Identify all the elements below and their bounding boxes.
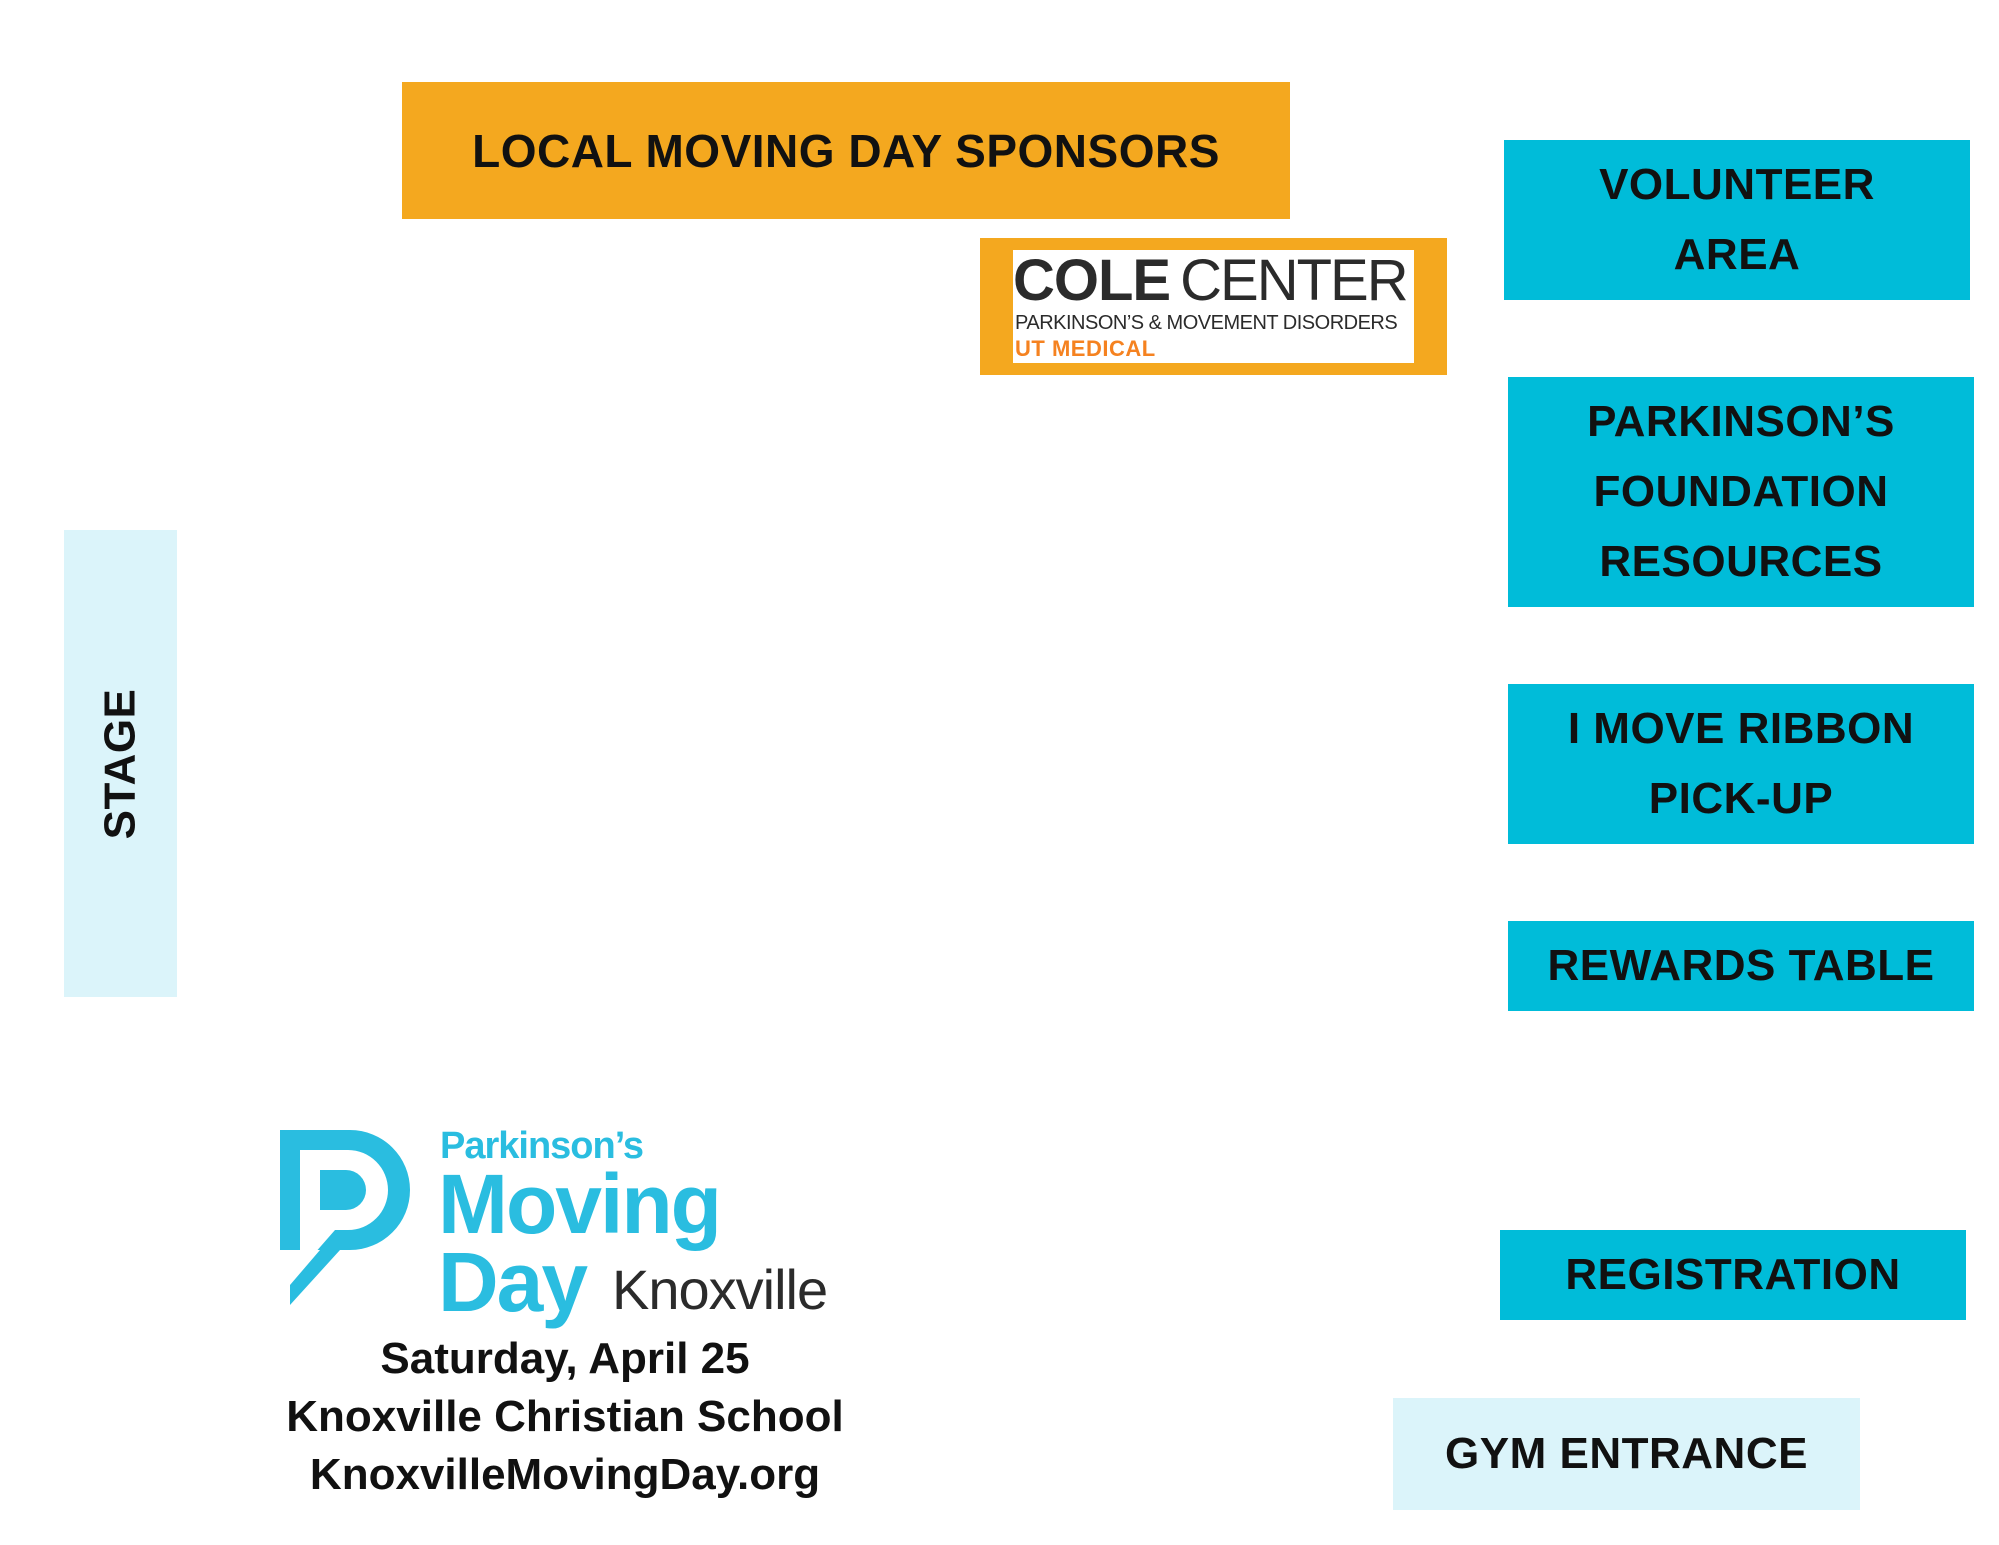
foundation-resources-station bbox=[1508, 377, 1974, 607]
foundation-label-line-3: RESOURCES bbox=[1599, 537, 1883, 586]
center-word: CENTER bbox=[1180, 248, 1407, 313]
cole-center-logo bbox=[1013, 250, 1414, 363]
cole-word: COLE bbox=[1013, 248, 1171, 313]
foundation-label-line-1: PARKINSON’S bbox=[1587, 397, 1895, 446]
event-date: Saturday, April 25 bbox=[380, 1334, 750, 1383]
event-details bbox=[200, 1330, 930, 1504]
logo-parkinsons-text: Parkinson’s bbox=[440, 1125, 644, 1167]
moving-day-logo bbox=[280, 1125, 860, 1329]
sponsors-header bbox=[402, 82, 1290, 219]
ribbon-label-line-1: I MOVE RIBBON bbox=[1567, 704, 1915, 753]
logo-day-text: Day bbox=[438, 1235, 587, 1329]
event-venue: Knoxville Christian School bbox=[286, 1392, 844, 1441]
logo-moving-text: Moving bbox=[438, 1157, 720, 1251]
foundation-label-line-2: FOUNDATION bbox=[1593, 467, 1889, 516]
cole-center-sponsor-tile bbox=[980, 238, 1447, 375]
volunteer-area-station bbox=[1504, 140, 1970, 300]
volunteer-label-line-2: AREA bbox=[1673, 230, 1801, 279]
event-website: KnoxvilleMovingDay.org bbox=[309, 1450, 821, 1499]
gym-entrance-label: GYM ENTRANCE bbox=[1445, 1429, 1808, 1478]
rewards-label: REWARDS TABLE bbox=[1547, 941, 1935, 990]
sponsors-header-label: LOCAL MOVING DAY SPONSORS bbox=[472, 124, 1220, 177]
cole-center-tagline: PARKINSON’S & MOVEMENT DISORDERS bbox=[1015, 312, 1398, 334]
ribbon-pickup-station bbox=[1508, 684, 1974, 844]
p-mark-icon bbox=[280, 1130, 430, 1310]
stage-label: STAGE bbox=[95, 688, 145, 839]
volunteer-label-line-1: VOLUNTEER bbox=[1599, 160, 1875, 209]
logo-city-text: Knoxville bbox=[612, 1258, 828, 1321]
ut-medical-logo: UT MEDICAL bbox=[1015, 336, 1156, 361]
gym-entrance bbox=[1393, 1398, 1860, 1510]
cole-center-wordmark bbox=[1013, 250, 1407, 312]
ribbon-label-line-2: PICK-UP bbox=[1648, 774, 1834, 823]
rewards-table-station bbox=[1508, 921, 1974, 1011]
registration-label: REGISTRATION bbox=[1565, 1250, 1901, 1299]
stage-area bbox=[64, 530, 177, 997]
registration-station bbox=[1500, 1230, 1966, 1320]
